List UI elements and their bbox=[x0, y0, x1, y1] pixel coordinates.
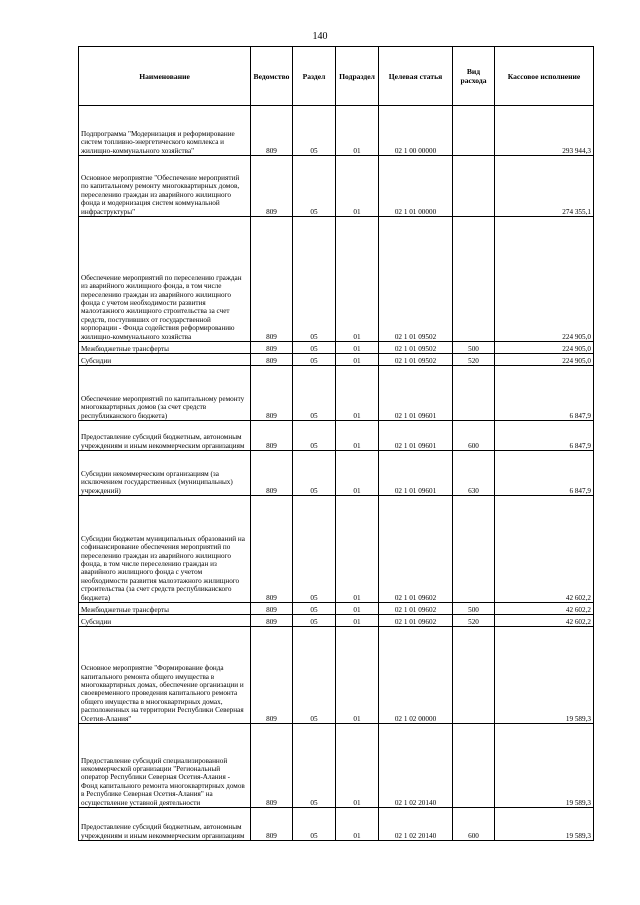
table-row bbox=[79, 342, 594, 354]
row-name: Субсидии bbox=[79, 615, 251, 627]
row-ved: 809 bbox=[251, 615, 293, 627]
row-cel: 02 1 02 00000 bbox=[379, 627, 453, 724]
row-podrazdel: 01 bbox=[336, 421, 379, 451]
table-row bbox=[79, 496, 594, 603]
row-ved: 809 bbox=[251, 156, 293, 217]
row-ved: 809 bbox=[251, 808, 293, 841]
table-row bbox=[79, 366, 594, 421]
row-vid bbox=[453, 627, 495, 724]
row-cel: 02 1 01 09601 bbox=[379, 366, 453, 421]
row-vid: 600 bbox=[453, 421, 495, 451]
row-sum: 42 602,2 bbox=[495, 615, 594, 627]
row-razdel: 05 bbox=[293, 156, 336, 217]
row-ved: 809 bbox=[251, 724, 293, 808]
header-podrazdel: Подраздел bbox=[336, 47, 379, 106]
row-razdel: 05 bbox=[293, 106, 336, 156]
table-row bbox=[79, 808, 594, 841]
row-name: Субсидии некоммерческим организациям (за исключением государственных (муниципальных) учреждений) bbox=[79, 451, 251, 496]
row-vid bbox=[453, 496, 495, 603]
row-sum: 42 602,2 bbox=[495, 496, 594, 603]
row-name: Подпрограмма "Модернизация и реформирование систем топливно-энергетического комплекса и жилищно-коммунального хозяйства" bbox=[79, 106, 251, 156]
row-sum: 6 847,9 bbox=[495, 451, 594, 496]
row-sum: 293 944,3 bbox=[495, 106, 594, 156]
row-ved: 809 bbox=[251, 496, 293, 603]
row-podrazdel: 01 bbox=[336, 354, 379, 366]
row-razdel: 05 bbox=[293, 354, 336, 366]
row-razdel: 05 bbox=[293, 603, 336, 615]
row-sum: 224 905,0 bbox=[495, 217, 594, 342]
row-cel: 02 1 01 09601 bbox=[379, 421, 453, 451]
row-podrazdel: 01 bbox=[336, 603, 379, 615]
row-name: Предоставление субсидий бюджетным, автономным учреждениям и иным некоммерческим организациям bbox=[79, 421, 251, 451]
row-razdel: 05 bbox=[293, 421, 336, 451]
row-name: Основное мероприятие "Обеспечение мероприятий по капитальному ремонту многоквартирных домов, переселению граждан из аварийного жилищного фонда и модернизация систем коммунальной инфраструктуры" bbox=[79, 156, 251, 217]
row-podrazdel: 01 bbox=[336, 156, 379, 217]
row-ved: 809 bbox=[251, 603, 293, 615]
row-cel: 02 1 01 09602 bbox=[379, 603, 453, 615]
row-name: Предоставление субсидий бюджетным, автономным учреждениям и иным некоммерческим организациям bbox=[79, 808, 251, 841]
header-razdel: Раздел bbox=[293, 47, 336, 106]
row-ved: 809 bbox=[251, 342, 293, 354]
budget-execution-table bbox=[78, 46, 594, 841]
row-podrazdel: 01 bbox=[336, 366, 379, 421]
row-podrazdel: 01 bbox=[336, 106, 379, 156]
row-cel: 02 1 01 09502 bbox=[379, 354, 453, 366]
row-vid bbox=[453, 724, 495, 808]
row-podrazdel: 01 bbox=[336, 724, 379, 808]
row-name: Субсидии bbox=[79, 354, 251, 366]
row-sum: 274 355,1 bbox=[495, 156, 594, 217]
row-cel: 02 1 02 20140 bbox=[379, 808, 453, 841]
row-razdel: 05 bbox=[293, 451, 336, 496]
row-ved: 809 bbox=[251, 451, 293, 496]
row-podrazdel: 01 bbox=[336, 615, 379, 627]
row-cel: 02 1 00 00000 bbox=[379, 106, 453, 156]
row-ved: 809 bbox=[251, 217, 293, 342]
header-cel: Целевая статья bbox=[379, 47, 453, 106]
row-cel: 02 1 01 00000 bbox=[379, 156, 453, 217]
row-vid bbox=[453, 106, 495, 156]
row-name: Основное мероприятие "Формирование фонда капитального ремонта общего имущества в многоквартирных домах, обеспечение организации и своевременного проведения капитального ремонта общего имущества в многоквартирных домах, расположенных на территории Республики Северная Осетия-Алания" bbox=[79, 627, 251, 724]
header-sum: Кассовое исполнение bbox=[495, 47, 594, 106]
row-ved: 809 bbox=[251, 627, 293, 724]
row-name: Предоставление субсидий специализированной некоммерческой организации "Региональный оператор Республики Северная Осетия-Алания - Фонд капитального ремонта многоквартирных домов в Республике Северная Осетия-Алания" на осуществление уставной деятельности bbox=[79, 724, 251, 808]
row-podrazdel: 01 bbox=[336, 496, 379, 603]
row-name: Обеспечение мероприятий по капитальному ремонту многоквартирных домов (за счет средств республиканского бюджета) bbox=[79, 366, 251, 421]
row-sum: 6 847,9 bbox=[495, 421, 594, 451]
row-cel: 02 1 01 09601 bbox=[379, 451, 453, 496]
row-vid: 520 bbox=[453, 354, 495, 366]
row-razdel: 05 bbox=[293, 615, 336, 627]
header-name: Наименование bbox=[79, 47, 251, 106]
row-sum: 19 589,3 bbox=[495, 724, 594, 808]
row-razdel: 05 bbox=[293, 366, 336, 421]
row-cel: 02 1 01 09502 bbox=[379, 217, 453, 342]
row-sum: 224 905,0 bbox=[495, 342, 594, 354]
row-vid bbox=[453, 366, 495, 421]
row-vid bbox=[453, 217, 495, 342]
row-ved: 809 bbox=[251, 106, 293, 156]
row-name: Межбюджетные трансферты bbox=[79, 603, 251, 615]
row-vid: 600 bbox=[453, 808, 495, 841]
row-podrazdel: 01 bbox=[336, 627, 379, 724]
row-vid: 520 bbox=[453, 615, 495, 627]
table-row bbox=[79, 106, 594, 156]
row-cel: 02 1 01 09602 bbox=[379, 496, 453, 603]
row-sum: 42 602,2 bbox=[495, 603, 594, 615]
row-sum: 6 847,9 bbox=[495, 366, 594, 421]
row-razdel: 05 bbox=[293, 342, 336, 354]
row-ved: 809 bbox=[251, 421, 293, 451]
page-number: 140 bbox=[312, 31, 328, 42]
row-podrazdel: 01 bbox=[336, 217, 379, 342]
table-row bbox=[79, 217, 594, 342]
row-ved: 809 bbox=[251, 366, 293, 421]
row-cel: 02 1 01 09602 bbox=[379, 615, 453, 627]
table-row bbox=[79, 627, 594, 724]
row-razdel: 05 bbox=[293, 808, 336, 841]
row-vid bbox=[453, 156, 495, 217]
row-name: Обеспечение мероприятий по переселению граждан из аварийного жилищного фонда, в том числе переселению граждан из аварийного жилищного фонда с учетом необходимости развития малоэтажного жилищного строительства за счет средств, поступивших от государственной корпорации - Фонда содействия реформированию жилищно-коммунального хозяйства bbox=[79, 217, 251, 342]
row-name: Межбюджетные трансферты bbox=[79, 342, 251, 354]
row-podrazdel: 01 bbox=[336, 808, 379, 841]
row-sum: 224 905,0 bbox=[495, 354, 594, 366]
row-razdel: 05 bbox=[293, 724, 336, 808]
row-podrazdel: 01 bbox=[336, 451, 379, 496]
row-sum: 19 589,3 bbox=[495, 627, 594, 724]
table-row bbox=[79, 603, 594, 615]
row-podrazdel: 01 bbox=[336, 342, 379, 354]
row-razdel: 05 bbox=[293, 627, 336, 724]
row-vid: 630 bbox=[453, 451, 495, 496]
row-razdel: 05 bbox=[293, 217, 336, 342]
row-vid: 500 bbox=[453, 603, 495, 615]
table-row bbox=[79, 451, 594, 496]
row-vid: 500 bbox=[453, 342, 495, 354]
table-row bbox=[79, 354, 594, 366]
row-ved: 809 bbox=[251, 354, 293, 366]
header-ved: Ведомство bbox=[251, 47, 293, 106]
row-razdel: 05 bbox=[293, 496, 336, 603]
table-row bbox=[79, 156, 594, 217]
table-header-row bbox=[79, 47, 594, 106]
table-row bbox=[79, 724, 594, 808]
header-vid: Вид расхода bbox=[453, 47, 495, 106]
table-row bbox=[79, 615, 594, 627]
table-row bbox=[79, 421, 594, 451]
row-sum: 19 589,3 bbox=[495, 808, 594, 841]
row-cel: 02 1 01 09502 bbox=[379, 342, 453, 354]
row-name: Субсидии бюджетам муниципальных образований на софинансирование обеспечения мероприятий по переселению граждан из аварийного жилищного фонда, в том числе переселению граждан из аварийного жилищного фонда с учетом необходимости развития малоэтажного жилищного строительства (за счет средств республиканского бюджета) bbox=[79, 496, 251, 603]
row-cel: 02 1 02 20140 bbox=[379, 724, 453, 808]
